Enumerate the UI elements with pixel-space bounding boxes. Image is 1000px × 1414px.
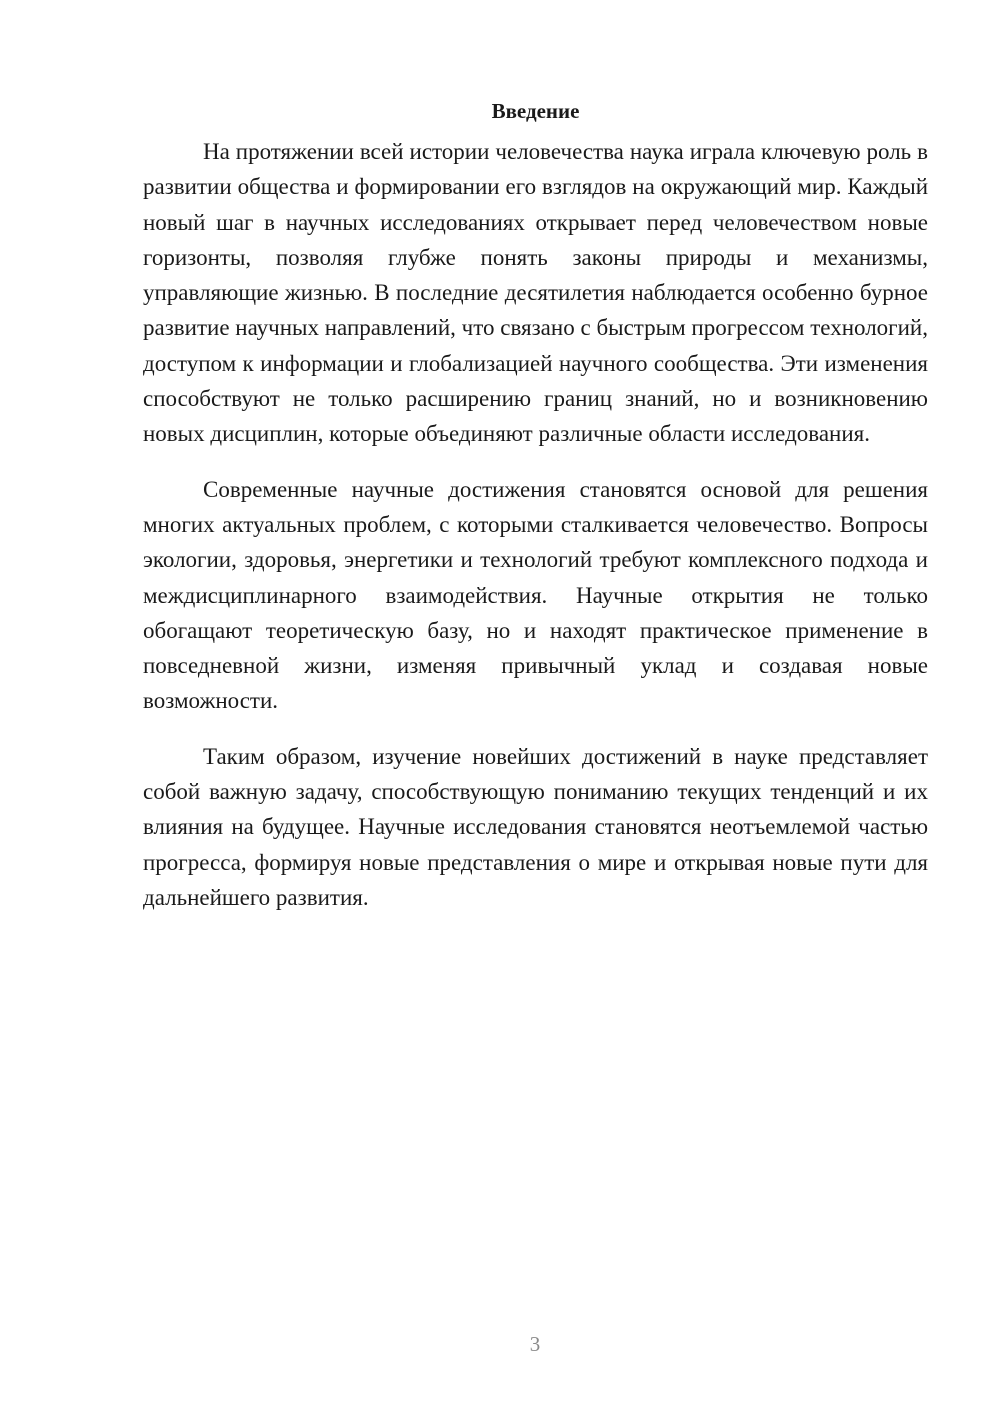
section-title: Введение [491, 99, 580, 123]
paragraph-2: Современные научные достижения становятся основой для решения многих актуальных проблем, с которыми сталкивается человечество. Вопросы экологии, здоровья, энергетики и технологий требуют комплексного подхода и междисциплинарного взаимодействия. Научные открытия не только обогащают теоретическую базу, но и находят практическое применение в повседневной жизни, изменяя привычный уклад и создавая новые возможности. [143, 476, 928, 714]
page-content [143, 96, 928, 935]
paragraph-3: Таким образом, изучение новейших достижений в науке представляет собой важную задачу, способствующую пониманию текущих тенденций и их влияния на будущее. Научные исследования становятся неотъемлемой частью прогресса, формируя новые представления о мире и открывая новые пути для дальнейшего развития. [143, 743, 928, 910]
paragraph-1: На протяжении всей истории человечества наука играла ключевую роль в развитии общества и формировании его взглядов на окружающий мир. Каждый новый шаг в научных исследованиях открывает перед человечеством новые горизонты, позволяя глубже понять законы природы и механизмы, управляющие жизнью. В последние десятилетия наблюдается особенно бурное развитие научных направлений, что связано с быстрым прогрессом технологий, доступом к информации и глобализацией научного сообщества. Эти изменения способствуют не только расширению границ знаний, но и возникновению новых дисциплин, которые объединяют различные области исследования. [143, 139, 928, 447]
page-number: 3 [529, 1332, 541, 1356]
